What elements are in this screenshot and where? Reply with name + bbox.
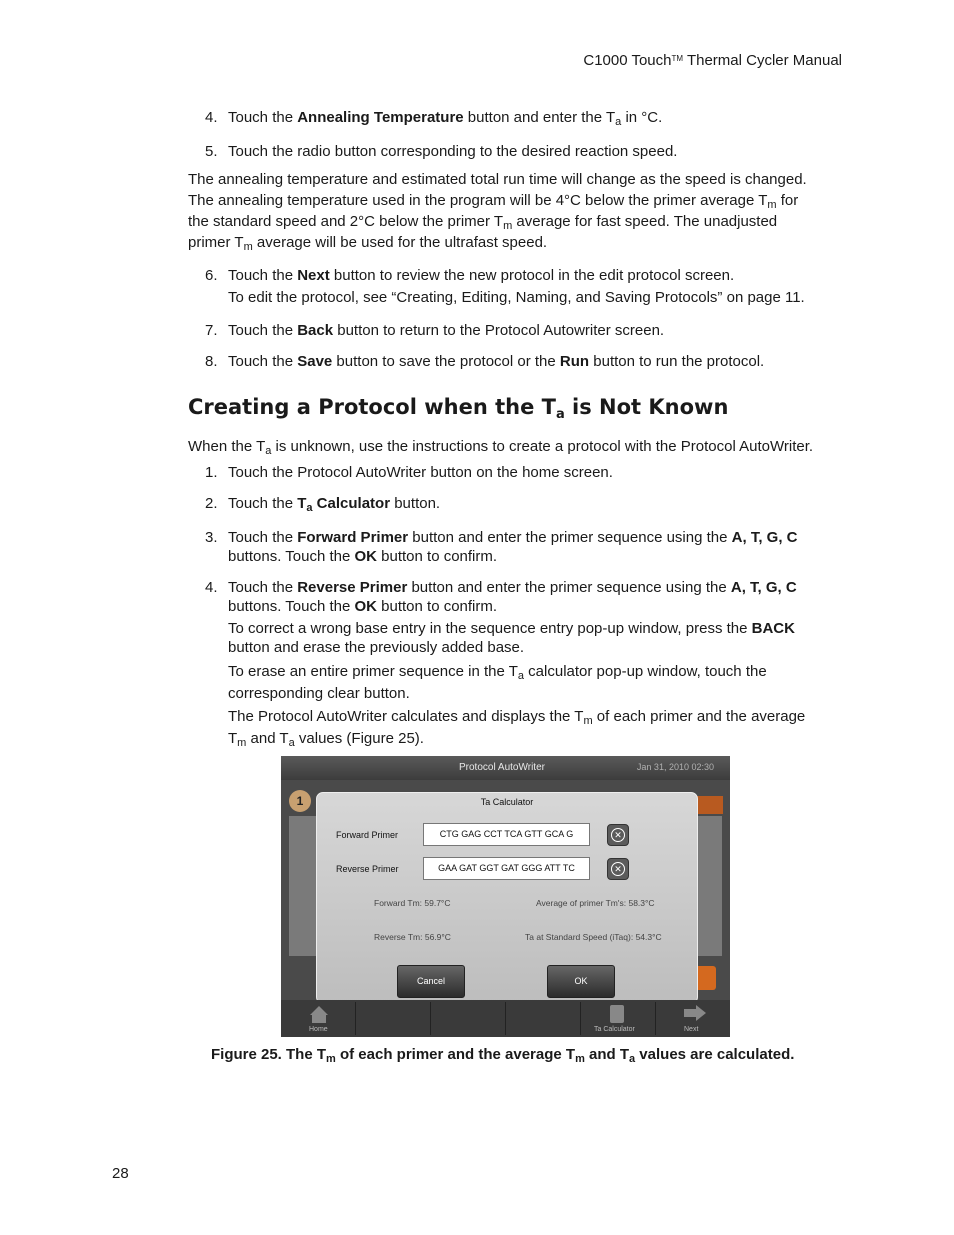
bottom-toolbar [281,1000,730,1037]
ta-calculator-button[interactable]: Ta Calculator [581,1002,656,1035]
reverse-tm: Reverse Tm: 56.9°C [374,932,451,942]
reverse-primer-label: Reverse Primer [336,864,399,874]
page-number: 28 [112,1165,129,1182]
calculator-icon [610,1005,624,1023]
figure-25-screenshot [281,756,730,1037]
home-button[interactable]: Home [281,1002,356,1035]
cancel-button[interactable]: Cancel [397,965,465,998]
clear-icon: ✕ [611,828,625,842]
home-icon [310,1006,328,1015]
speed-paragraph: The annealing temperature and estimated total run time will change as the speed is changed. The annealing temperature used in the program will be 4°C below the primer average $T_m$ for the standard speed and 2°C below the primer $T_m$ average for fast speed. The unadjusted primer $T_m$ average will be used for the ultrafast speed. [188,171,807,253]
forward-tm: Forward Tm: 59.7°C [374,898,451,908]
next-button[interactable]: Next [656,1002,730,1035]
ok-button[interactable]: OK [547,965,615,998]
forward-primer-field[interactable]: CTG GAG CCT TCA GTT GCA G [423,823,590,846]
step-marker-icon: 1 [289,790,311,812]
section-heading: Creating a Protocol when the $T_a$ is Not Known [188,395,729,422]
figure-caption: Figure 25. The $T_m$ of each primer and the average $T_m$ and $T_a$ values are calculated. [211,1046,795,1065]
step-6-note: To edit the protocol, see “Creating, Editing, Naming, and Saving Protocols” on page 11. [228,289,805,306]
running-header: C1000 Touch™ Thermal Cycler Manual [583,52,842,69]
dialog-title: Ta Calculator [480,797,534,807]
reverse-primer-field[interactable]: GAA GAT GGT GAT GGG ATT TC [423,857,590,880]
note-calculates: The Protocol AutoWriter calculates and displays the $T_m$ of each primer and the average $T_m$ and $T_a$ values (Figure 25). [228,708,806,749]
reverse-clear-button[interactable] [607,858,629,880]
window-titlebar: Protocol AutoWriter Jan 31, 2010 02:30 [281,756,730,780]
forward-clear-button[interactable] [607,824,629,846]
note-clear: To erase an entire primer sequence in the $T_a$ calculator pop-up window, touch the corresponding clear button. [228,663,767,702]
average-tm: Average of primer Tm's: 58.3°C [536,898,655,908]
note-back: To correct a wrong base entry in the sequence entry pop-up window, press the BACK button and erase the previously added base. [228,620,795,656]
forward-primer-label: Forward Primer [336,830,399,840]
ta-calculator-dialog [316,792,698,1004]
section-intro: When the $T_a$ is unknown, use the instructions to create a protocol with the Protocol AutoWriter. [188,438,814,457]
clear-icon: ✕ [611,862,625,876]
arrow-right-icon [684,1009,696,1017]
ta-standard: Ta at Standard Speed (iTaq): 54.3°C [525,932,662,942]
